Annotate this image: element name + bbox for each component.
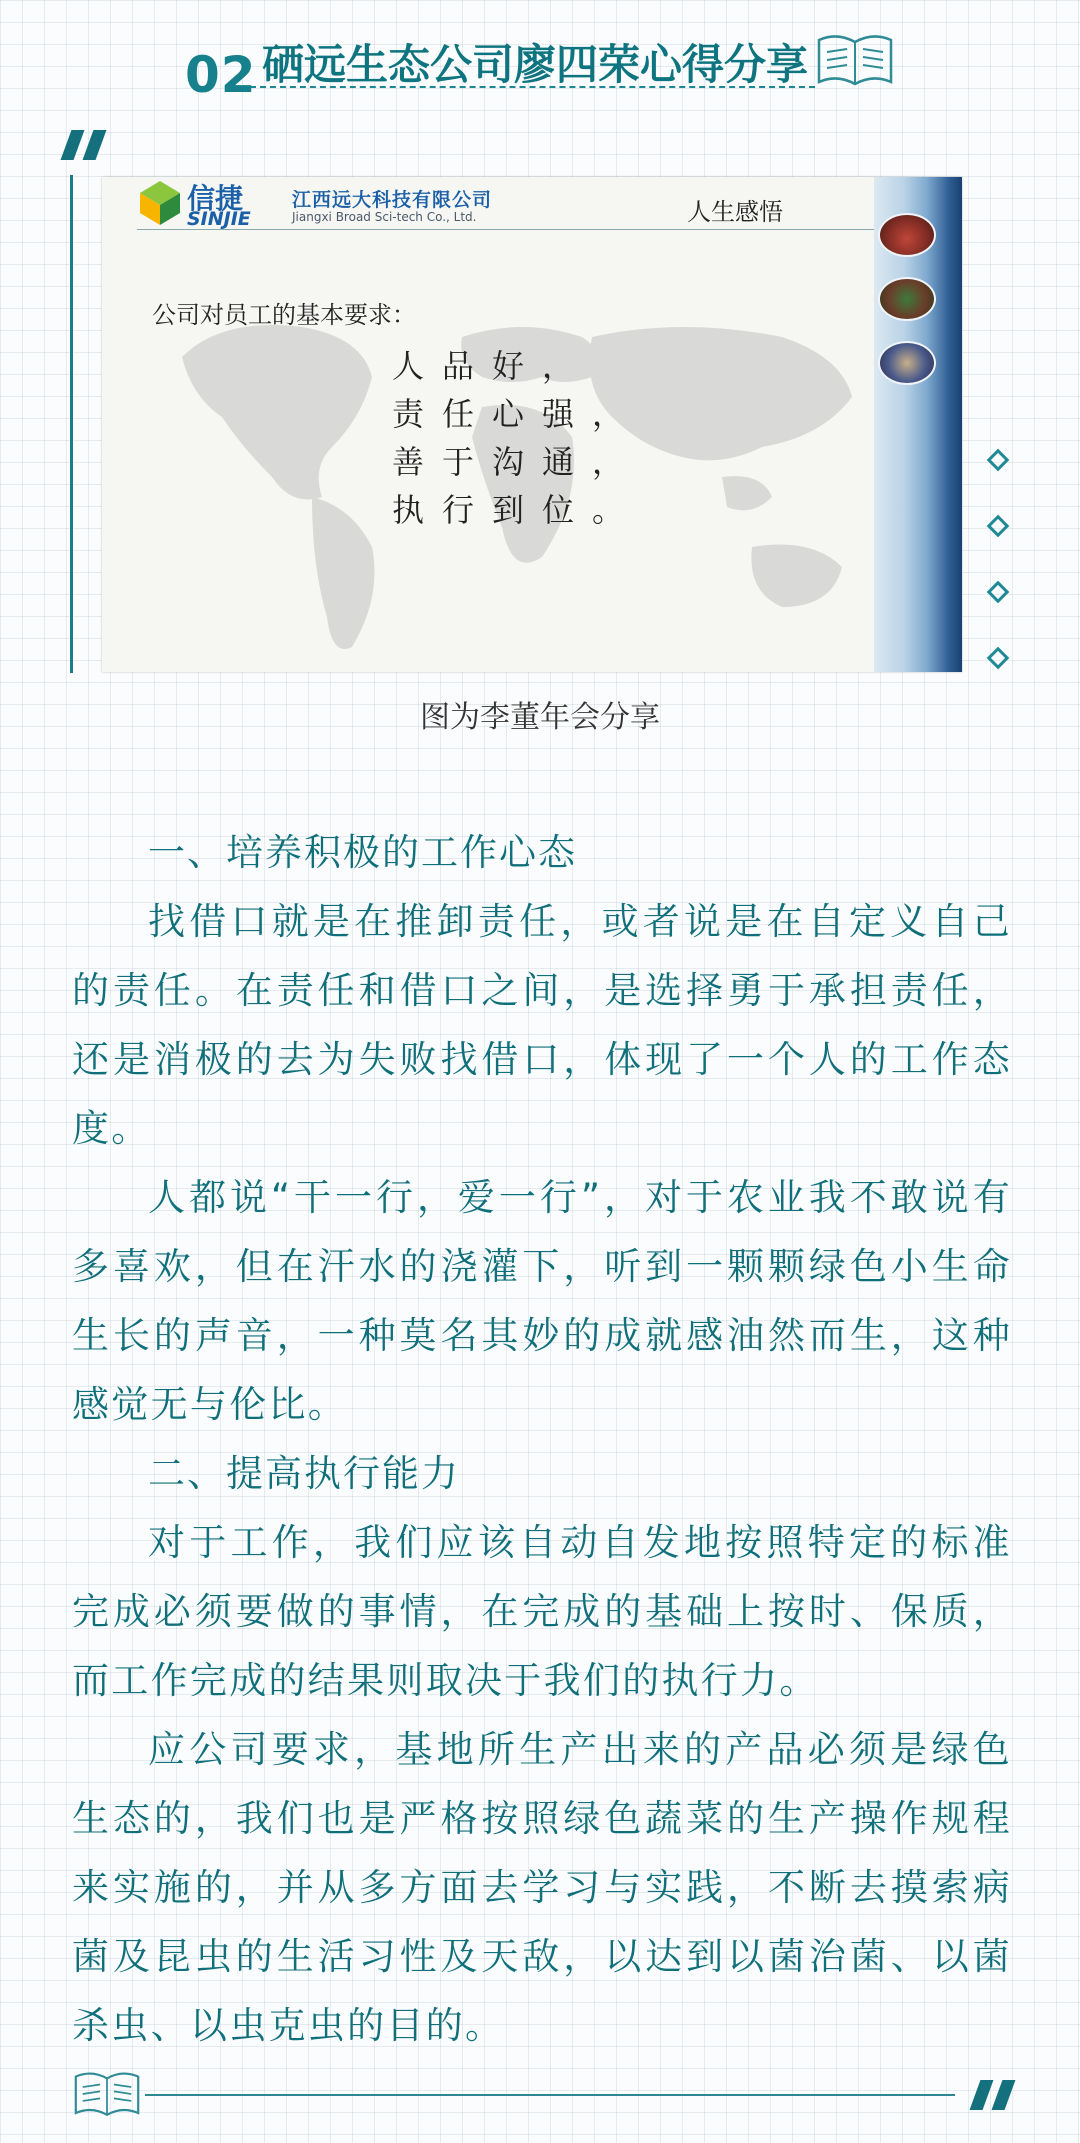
paragraph: 应公司要求，基地所生产出来的产品必须是绿色生态的，我们也是严格按照绿色蔬菜的生产操作规程来实施的，并从多方面去学习与实践，不断去摸索病菌及昆虫的生活习性及天敌，以达到以菌治菌、以菌杀虫、以虫克虫的目的。	[72, 1728, 1012, 2047]
diamond-icon	[987, 515, 1010, 538]
requirement-line: 责任心强，	[392, 395, 643, 433]
page-title: 硒远生态公司廖四荣心得分享	[262, 40, 809, 89]
book-icon	[72, 2068, 142, 2120]
section-number: 02	[185, 46, 257, 104]
slide-section-title: 人生感悟	[687, 198, 783, 226]
diamond-icon	[987, 647, 1010, 670]
requirements-title: 公司对员工的基本要求：	[152, 301, 416, 329]
slide-side-panel	[874, 177, 962, 672]
requirement-line: 执行到位。	[392, 491, 643, 529]
article-body	[72, 818, 1012, 2060]
thumbnail-photo	[878, 341, 936, 385]
requirements-list	[392, 342, 642, 534]
logo-english: SINJIE	[187, 208, 251, 230]
image-caption: 图为李董年会分享	[420, 700, 660, 735]
paragraph: 找借口就是在推卸责任，或者说是在自定义自己的责任。在责任和借口之间，是选择勇于承担责任，还是消极的去为失败找借口，体现了一个人的工作态度。	[72, 900, 1012, 1150]
book-icon	[815, 30, 895, 90]
slide-image	[102, 177, 962, 672]
diamond-icon	[987, 449, 1010, 472]
company-logo-icon	[136, 179, 184, 227]
section-heading: 二、提高执行能力	[148, 1452, 460, 1495]
company-name-cn: 江西远大科技有限公司	[292, 189, 493, 211]
paragraph: 对于工作，我们应该自动自发地按照特定的标准完成必须要做的事情，在完成的基础上按时、保质，而工作完成的结果则取决于我们的执行力。	[72, 1521, 1012, 1702]
section-heading: 一、培养积极的工作心态	[148, 831, 577, 874]
requirement-line: 人品好，	[392, 347, 593, 385]
title-underline	[250, 86, 815, 88]
thumbnail-photo	[878, 277, 936, 321]
footer-rule	[145, 2094, 955, 2096]
paragraph: 人都说“干一行，爱一行”，对于农业我不敢说有多喜欢，但在汗水的浇灌下，听到一颗颗绿色小生命生长的声音，一种莫名其妙的成就感油然而生，这种感觉无与伦比。	[72, 1176, 1012, 1426]
requirement-line: 善于沟通，	[392, 443, 643, 481]
diamond-icon	[987, 581, 1010, 604]
logo-chinese: 信捷	[187, 182, 244, 215]
header	[0, 20, 1080, 110]
frame-left-rule	[70, 175, 73, 673]
photo-frame	[70, 175, 980, 673]
company-name-en: Jiangxi Broad Sci-tech Co., Ltd.	[292, 210, 477, 224]
thumbnail-photo	[878, 213, 936, 257]
